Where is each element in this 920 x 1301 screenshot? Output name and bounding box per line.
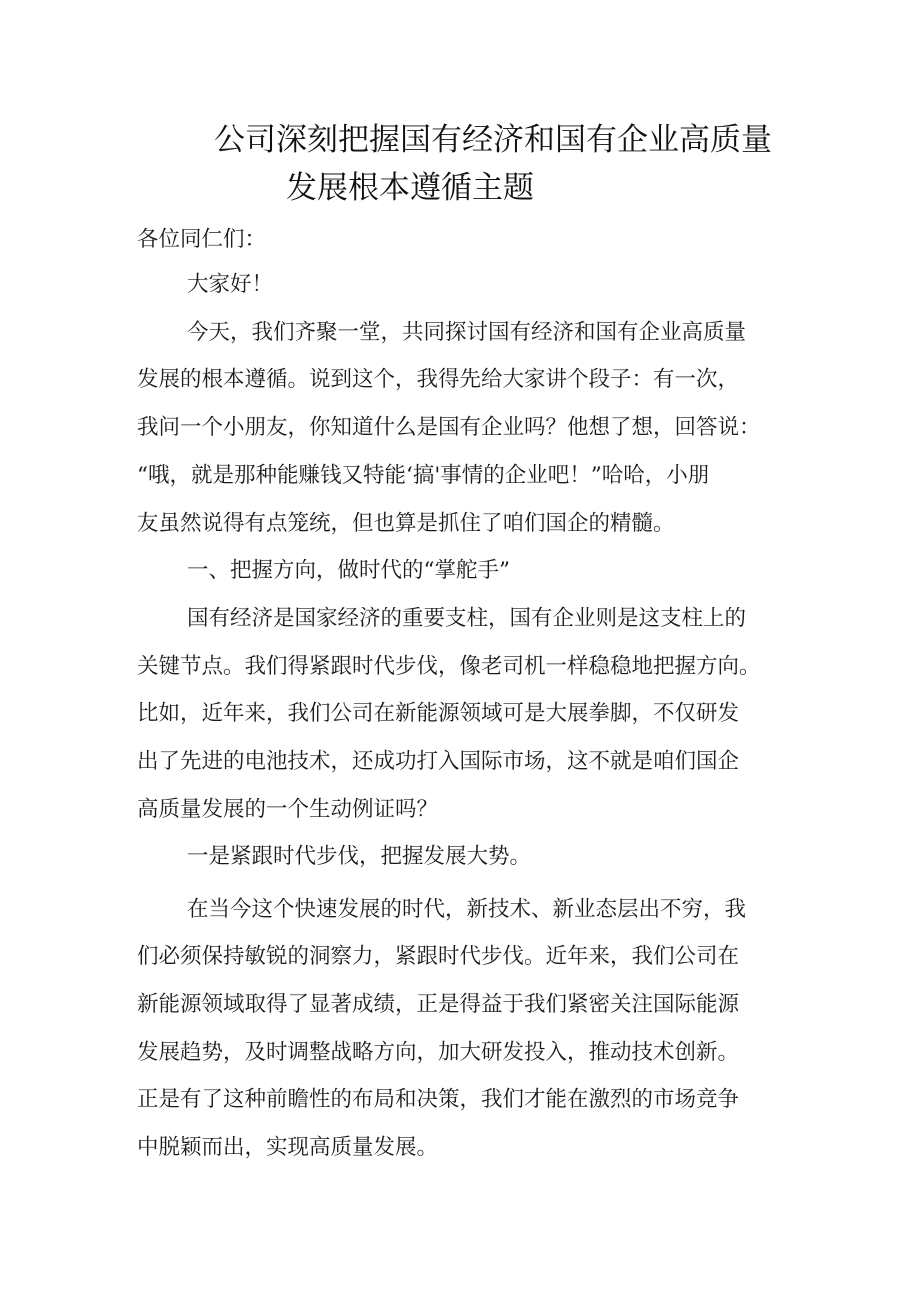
paragraph-line: 关键节点。我们得紧跟时代步伐，像老司机一样稳稳地把握方向。 [137,654,761,679]
paragraph-line: 国有经济是国家经济的重要支柱，国有企业则是这支柱上的 [187,606,747,631]
section-heading: 一、把握方向，做时代的“掌舵手” [187,558,510,583]
paragraph-line: 今天，我们齐聚一堂，共同探讨国有经济和国有企业高质量 [187,320,747,345]
greeting: 大家好！ [187,272,274,297]
paragraph-line: 发展的根本遵循。说到这个，我得先给大家讲个段子：有一次， [137,367,740,392]
paragraph-line: 在当今这个快速发展的时代，新技术、新业态层出不穷，我 [187,897,747,922]
paragraph-line: 我问一个小朋友，你知道什么是国有企业吗？他想了想，回答说： [137,415,761,440]
paragraph-line: 友虽然说得有点笼统，但也算是抓住了咱们国企的精髓。 [137,511,675,536]
paragraph-line: 中脱颖而出，实现高质量发展。 [137,1135,439,1160]
paragraph-line: 正是有了这种前瞻性的布局和决策，我们才能在激烈的市场竞争 [137,1087,740,1112]
salutation: 各位同仁们： [137,227,267,252]
subsection-heading: 一是紧跟时代步伐，把握发展大势。 [187,844,532,869]
paragraph-line: 出了先进的电池技术，还成功打入国际市场，这不就是咱们国企 [137,749,740,774]
paragraph-line: 们必须保持敏锐的洞察力，紧跟时代步伐。近年来，我们公司在 [137,944,740,969]
paragraph-line: 发展趋势，及时调整战略方向，加大研发投入，推动技术创新。 [137,1040,740,1065]
paragraph-line: 高质量发展的一个生动例证吗？ [137,797,439,822]
paragraph-line: 新能源领域取得了显著成绩，正是得益于我们紧密关注国际能源 [137,992,740,1017]
document-title-line-2: 发展根本遵循主题 [286,170,534,206]
document-title-line-1: 公司深刻把握国有经济和国有企业高质量 [214,122,772,158]
paragraph-line: 比如，近年来，我们公司在新能源领域可是大展拳脚，不仅研发 [137,701,740,726]
paragraph-line: “哦，就是那种能赚钱又特能‘搞'事情的企业吧！”哈哈，小朋 [137,463,710,488]
